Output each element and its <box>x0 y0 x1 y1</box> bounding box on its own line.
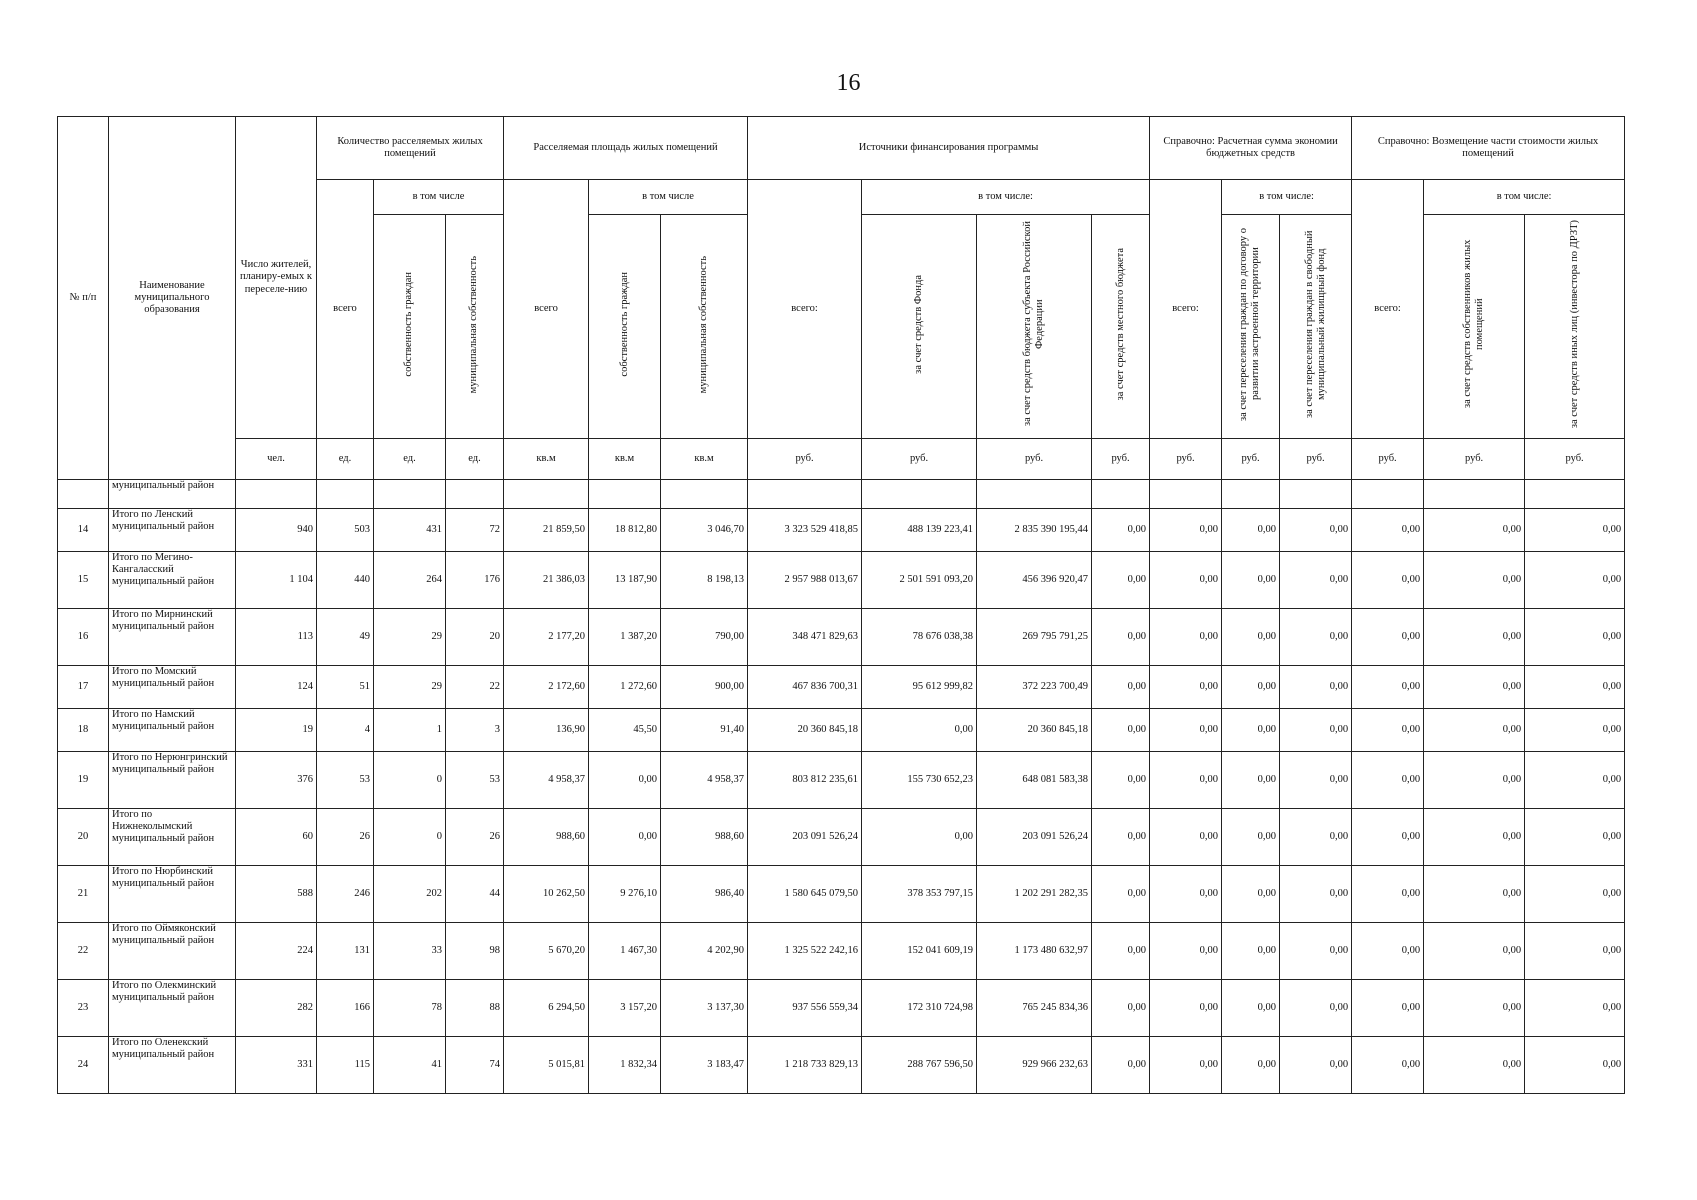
row-value: 0,00 <box>1352 980 1424 1037</box>
row-value: 166 <box>317 980 374 1037</box>
header-econ-2: за счет переселения граждан в свободный муниципальный жилищный фонд <box>1280 215 1352 439</box>
row-value: 0,00 <box>1352 923 1424 980</box>
row-name: Итого по Нерюнгринский муниципальный район <box>109 752 236 809</box>
row-value: 0,00 <box>1352 509 1424 552</box>
row-name: Итого по Оймяконский муниципальный район <box>109 923 236 980</box>
row-value: 0,00 <box>1092 809 1150 866</box>
row-value: 26 <box>446 809 504 866</box>
row-value: 0,00 <box>1424 752 1525 809</box>
row-value: 1 173 480 632,97 <box>977 923 1092 980</box>
row-value: 5 015,81 <box>504 1037 589 1094</box>
row-value: 41 <box>374 1037 446 1094</box>
row-value: 98 <box>446 923 504 980</box>
row-value: 5 670,20 <box>504 923 589 980</box>
row-name: Итого по Олекминский муниципальный район <box>109 980 236 1037</box>
row-value: 0,00 <box>1150 552 1222 609</box>
row-value: 372 223 700,49 <box>977 666 1092 709</box>
row-value: 0,00 <box>1280 809 1352 866</box>
row-value: 648 081 583,38 <box>977 752 1092 809</box>
row-value: 0,00 <box>1092 1037 1150 1094</box>
unit-cell: руб. <box>1150 439 1222 480</box>
row-value: 503 <box>317 509 374 552</box>
row-value: 0,00 <box>1222 709 1280 752</box>
row-value: 0,00 <box>589 809 661 866</box>
row-value: 0,00 <box>1150 809 1222 866</box>
header-comp-total: всего: <box>1352 180 1424 439</box>
row-value: 2 172,60 <box>504 666 589 709</box>
row-value: 588 <box>236 866 317 923</box>
row-value: 0,00 <box>1424 809 1525 866</box>
row-value: 0,00 <box>1092 923 1150 980</box>
row-value: 456 396 920,47 <box>977 552 1092 609</box>
row-value: 9 276,10 <box>589 866 661 923</box>
row-value: 0,00 <box>1352 609 1424 666</box>
row-value: 78 <box>374 980 446 1037</box>
row-value: 0,00 <box>1150 709 1222 752</box>
header-area-municipal: муниципальная собственность <box>661 215 748 439</box>
row-value: 21 859,50 <box>504 509 589 552</box>
row-value: 0,00 <box>1424 509 1525 552</box>
row-value: 765 245 834,36 <box>977 980 1092 1037</box>
row-value: 95 612 999,82 <box>862 666 977 709</box>
unit-cell: руб. <box>862 439 977 480</box>
header-qty-including: в том числе <box>374 180 504 215</box>
row-value: 33 <box>374 923 446 980</box>
row-value: 1 325 522 242,16 <box>748 923 862 980</box>
row-value: 376 <box>236 752 317 809</box>
row-value: 4 958,37 <box>661 752 748 809</box>
table-row <box>58 609 1625 666</box>
row-value: 0,00 <box>1280 866 1352 923</box>
row-value: 0,00 <box>1150 980 1222 1037</box>
row-value: 282 <box>236 980 317 1037</box>
row-value: 0,00 <box>1280 1037 1352 1094</box>
header-fin-group: Источники финансирования программы <box>748 117 1150 180</box>
row-value: 0,00 <box>1092 866 1150 923</box>
row-name: Итого по Намский муниципальный район <box>109 709 236 752</box>
row-value: 44 <box>446 866 504 923</box>
table-row <box>58 666 1625 709</box>
row-value: 0,00 <box>1150 1037 1222 1094</box>
row-value: 0,00 <box>1280 709 1352 752</box>
row-value: 0,00 <box>1424 1037 1525 1094</box>
table-row <box>58 509 1625 552</box>
row-value: 0,00 <box>1092 609 1150 666</box>
header-comp-group: Справочно: Возмещение части стоимости жилых помещений <box>1352 117 1625 180</box>
row-value: 929 966 232,63 <box>977 1037 1092 1094</box>
row-value: 176 <box>446 552 504 609</box>
row-value: 900,00 <box>661 666 748 709</box>
header-qty-total: всего <box>317 180 374 439</box>
row-value: 378 353 797,15 <box>862 866 977 923</box>
row-value: 0 <box>374 809 446 866</box>
row-value: 0,00 <box>1092 752 1150 809</box>
row-number: 24 <box>58 1037 109 1094</box>
row-value: 937 556 559,34 <box>748 980 862 1037</box>
row-value: 53 <box>317 752 374 809</box>
row-value: 88 <box>446 980 504 1037</box>
row-name: Итого по Ленский муниципальный район <box>109 509 236 552</box>
header-units-row <box>58 439 1625 480</box>
row-value: 0,00 <box>1280 552 1352 609</box>
row-name: Итого по Нижнеколымский муниципальный район <box>109 809 236 866</box>
row-value: 0,00 <box>1352 752 1424 809</box>
row-value: 4 202,90 <box>661 923 748 980</box>
row-name: Итого по Мегино-Кангаласский муниципальный район <box>109 552 236 609</box>
row-value: 3 157,20 <box>589 980 661 1037</box>
row-value: 0,00 <box>1424 666 1525 709</box>
row-value: 0,00 <box>1092 666 1150 709</box>
row-value: 269 795 791,25 <box>977 609 1092 666</box>
row-value: 91,40 <box>661 709 748 752</box>
row-value: 1 104 <box>236 552 317 609</box>
row-value: 0,00 <box>1525 552 1625 609</box>
header-area-including: в том числе <box>589 180 748 215</box>
row-value: 0,00 <box>1222 509 1280 552</box>
row-name: Итого по Мирнинский муниципальный район <box>109 609 236 666</box>
row-value: 0,00 <box>1352 666 1424 709</box>
row-value: 0,00 <box>1525 752 1625 809</box>
row-value: 1 387,20 <box>589 609 661 666</box>
row-number: 14 <box>58 509 109 552</box>
unit-cell: руб. <box>1280 439 1352 480</box>
row-value: 3 137,30 <box>661 980 748 1037</box>
table-row <box>58 752 1625 809</box>
row-value: 2 177,20 <box>504 609 589 666</box>
unit-cell: ед. <box>317 439 374 480</box>
row-number: 16 <box>58 609 109 666</box>
row-value: 115 <box>317 1037 374 1094</box>
row-value: 0,00 <box>1525 509 1625 552</box>
row-number: 23 <box>58 980 109 1037</box>
row-value: 0,00 <box>1222 809 1280 866</box>
page-number: 16 <box>836 70 861 96</box>
row-value: 10 262,50 <box>504 866 589 923</box>
header-qty-citizens: собственность граждан <box>374 215 446 439</box>
row-value: 0,00 <box>862 809 977 866</box>
row-value: 1 832,34 <box>589 1037 661 1094</box>
unit-cell: кв.м <box>661 439 748 480</box>
row-value: 45,50 <box>589 709 661 752</box>
row-value: 20 360 845,18 <box>977 709 1092 752</box>
row-value: 0,00 <box>1280 509 1352 552</box>
row-value: 21 386,03 <box>504 552 589 609</box>
row-value: 22 <box>446 666 504 709</box>
unit-cell: руб. <box>748 439 862 480</box>
row-value: 440 <box>317 552 374 609</box>
row-value: 1 580 645 079,50 <box>748 866 862 923</box>
resettlement-table <box>57 116 1625 1094</box>
row-value: 1 272,60 <box>589 666 661 709</box>
row-value: 0,00 <box>1525 609 1625 666</box>
row-value: 0,00 <box>1280 666 1352 709</box>
row-value: 0,00 <box>862 709 977 752</box>
row-value: 0,00 <box>1424 709 1525 752</box>
row-value: 348 471 829,63 <box>748 609 862 666</box>
row-value: 203 091 526,24 <box>748 809 862 866</box>
row-value: 20 360 845,18 <box>748 709 862 752</box>
row-value: 1 202 291 282,35 <box>977 866 1092 923</box>
row-value: 0,00 <box>1424 980 1525 1037</box>
header-fin-fund: за счет средств Фонда <box>862 215 977 439</box>
row-value: 0,00 <box>1525 809 1625 866</box>
row-number: 18 <box>58 709 109 752</box>
row-value: 988,60 <box>661 809 748 866</box>
row-value: 0,00 <box>1222 752 1280 809</box>
header-name: Наименование муниципального образования <box>109 117 236 480</box>
header-area-group: Расселяемая площадь жилых помещений <box>504 117 748 180</box>
header-econ-group: Справочно: Расчетная сумма экономии бюджетных средств <box>1150 117 1352 180</box>
row-value: 60 <box>236 809 317 866</box>
row-value: 29 <box>374 609 446 666</box>
row-value: 0,00 <box>1092 709 1150 752</box>
row-value: 3 046,70 <box>661 509 748 552</box>
row-value: 3 <box>446 709 504 752</box>
row-value: 0,00 <box>1352 1037 1424 1094</box>
row-value: 0,00 <box>1150 923 1222 980</box>
row-number: 21 <box>58 866 109 923</box>
row-value: 0,00 <box>1352 809 1424 866</box>
table-row <box>58 923 1625 980</box>
row-value: 0,00 <box>1424 923 1525 980</box>
row-value: 940 <box>236 509 317 552</box>
header-qty-group: Количество расселяемых жилых помещений <box>317 117 504 180</box>
row-value: 1 218 733 829,13 <box>748 1037 862 1094</box>
header-area-citizens: собственность граждан <box>589 215 661 439</box>
row-value: 4 958,37 <box>504 752 589 809</box>
unit-cell: руб. <box>977 439 1092 480</box>
table-row <box>58 552 1625 609</box>
row-value: 26 <box>317 809 374 866</box>
row-value: 331 <box>236 1037 317 1094</box>
row-value: 172 310 724,98 <box>862 980 977 1037</box>
row-value: 0,00 <box>1424 552 1525 609</box>
row-value: 467 836 700,31 <box>748 666 862 709</box>
unit-cell: руб. <box>1092 439 1150 480</box>
row-value: 0,00 <box>1525 1037 1625 1094</box>
table-row-continued <box>58 480 1625 509</box>
row-value: 0,00 <box>1150 752 1222 809</box>
row-number: 20 <box>58 809 109 866</box>
unit-cell: руб. <box>1424 439 1525 480</box>
row-name: Итого по Момский муниципальный район <box>109 666 236 709</box>
row-value: 1 467,30 <box>589 923 661 980</box>
header-fin-total: всего: <box>748 180 862 439</box>
table-row <box>58 866 1625 923</box>
row-value: 8 198,13 <box>661 552 748 609</box>
row-value: 51 <box>317 666 374 709</box>
row-value: 0,00 <box>1222 923 1280 980</box>
header-fin-subject: за счет средств бюджета субъекта Российской Федерации <box>977 215 1092 439</box>
row-value: 0,00 <box>1280 752 1352 809</box>
header-fin-including: в том числе: <box>862 180 1150 215</box>
row-value: 1 <box>374 709 446 752</box>
row-value: 13 187,90 <box>589 552 661 609</box>
row-value: 124 <box>236 666 317 709</box>
row-value: 3 323 529 418,85 <box>748 509 862 552</box>
unit-cell: кв.м <box>504 439 589 480</box>
row-value: 0,00 <box>1092 509 1150 552</box>
row-value: 53 <box>446 752 504 809</box>
table-row <box>58 709 1625 752</box>
unit-cell: ед. <box>446 439 504 480</box>
row-value: 6 294,50 <box>504 980 589 1037</box>
row-value: 74 <box>446 1037 504 1094</box>
header-comp-1: за счет средств собственников жилых помещений <box>1424 215 1525 439</box>
row-value: 2 835 390 195,44 <box>977 509 1092 552</box>
row-value: 0,00 <box>1280 980 1352 1037</box>
row-value: 0,00 <box>1525 666 1625 709</box>
row-value: 29 <box>374 666 446 709</box>
row-value: 3 183,47 <box>661 1037 748 1094</box>
row-value: 246 <box>317 866 374 923</box>
row-number: 15 <box>58 552 109 609</box>
row-value: 0,00 <box>1525 866 1625 923</box>
row-value: 264 <box>374 552 446 609</box>
unit-cell: руб. <box>1222 439 1280 480</box>
header-econ-including: в том числе: <box>1222 180 1352 215</box>
row-number: 22 <box>58 923 109 980</box>
row-value: 19 <box>236 709 317 752</box>
row-value: 136,90 <box>504 709 589 752</box>
row-value: 113 <box>236 609 317 666</box>
row-value: 18 812,80 <box>589 509 661 552</box>
row-value: 0,00 <box>1424 866 1525 923</box>
row-value: 0,00 <box>1280 923 1352 980</box>
row-value: 0,00 <box>1150 509 1222 552</box>
row-value: 0,00 <box>1150 609 1222 666</box>
row-value: 49 <box>317 609 374 666</box>
row-value: 0,00 <box>1150 666 1222 709</box>
header-fin-local: за счет средств местного бюджета <box>1092 215 1150 439</box>
row-value: 0,00 <box>1222 866 1280 923</box>
row-value: 0,00 <box>1424 609 1525 666</box>
table-row <box>58 1037 1625 1094</box>
row-name: Итого по Нюрбинский муниципальный район <box>109 866 236 923</box>
row-value: 0,00 <box>1222 552 1280 609</box>
row-value: 0,00 <box>1150 866 1222 923</box>
row-value: 0,00 <box>1222 666 1280 709</box>
row-value: 152 041 609,19 <box>862 923 977 980</box>
row-value: 72 <box>446 509 504 552</box>
row-value: 0,00 <box>1352 552 1424 609</box>
header-econ-total: всего: <box>1150 180 1222 439</box>
row-value: 988,60 <box>504 809 589 866</box>
row-number: 19 <box>58 752 109 809</box>
row-value: 4 <box>317 709 374 752</box>
row-value: 155 730 652,23 <box>862 752 977 809</box>
header-num: № п/п <box>58 117 109 480</box>
header-comp-including: в том числе: <box>1424 180 1625 215</box>
row-value: 131 <box>317 923 374 980</box>
row-value: 986,40 <box>661 866 748 923</box>
row-value: 78 676 038,38 <box>862 609 977 666</box>
header-area-total: всего <box>504 180 589 439</box>
row-value: 20 <box>446 609 504 666</box>
row-value: 0,00 <box>1525 923 1625 980</box>
row-value: 0,00 <box>1352 866 1424 923</box>
row-value: 0,00 <box>1092 552 1150 609</box>
header-comp-2: за счет средств иных лиц (инвестора по ДРЗТ) <box>1525 215 1625 439</box>
row-value: 2 957 988 013,67 <box>748 552 862 609</box>
header-qty-municipal: муниципальная собственность <box>446 215 504 439</box>
unit-cell: чел. <box>236 439 317 480</box>
row-value: 0 <box>374 752 446 809</box>
row-value: 0,00 <box>1222 980 1280 1037</box>
row-value: 0,00 <box>1280 609 1352 666</box>
header-econ-1: за счет переселения граждан по договору о развитии застроенной территории <box>1222 215 1280 439</box>
row-value: 202 <box>374 866 446 923</box>
header-residents: Число жителей, планиру-емых к переселе-нию <box>236 117 317 439</box>
unit-cell: кв.м <box>589 439 661 480</box>
table-row <box>58 980 1625 1037</box>
row-name: муниципальный район <box>109 480 236 509</box>
row-value: 790,00 <box>661 609 748 666</box>
row-value: 0,00 <box>1222 609 1280 666</box>
unit-cell: руб. <box>1352 439 1424 480</box>
row-value: 0,00 <box>1525 980 1625 1037</box>
row-value: 0,00 <box>1222 1037 1280 1094</box>
row-name: Итого по Оленекский муниципальный район <box>109 1037 236 1094</box>
table-row <box>58 809 1625 866</box>
row-value: 0,00 <box>589 752 661 809</box>
row-value: 224 <box>236 923 317 980</box>
row-value: 0,00 <box>1352 709 1424 752</box>
row-value: 431 <box>374 509 446 552</box>
row-value: 203 091 526,24 <box>977 809 1092 866</box>
row-number: 17 <box>58 666 109 709</box>
row-value: 2 501 591 093,20 <box>862 552 977 609</box>
row-value: 0,00 <box>1092 980 1150 1037</box>
unit-cell: ед. <box>374 439 446 480</box>
unit-cell: руб. <box>1525 439 1625 480</box>
row-value: 288 767 596,50 <box>862 1037 977 1094</box>
row-value: 488 139 223,41 <box>862 509 977 552</box>
row-value: 803 812 235,61 <box>748 752 862 809</box>
header-row-1 <box>58 117 1625 180</box>
row-value: 0,00 <box>1525 709 1625 752</box>
